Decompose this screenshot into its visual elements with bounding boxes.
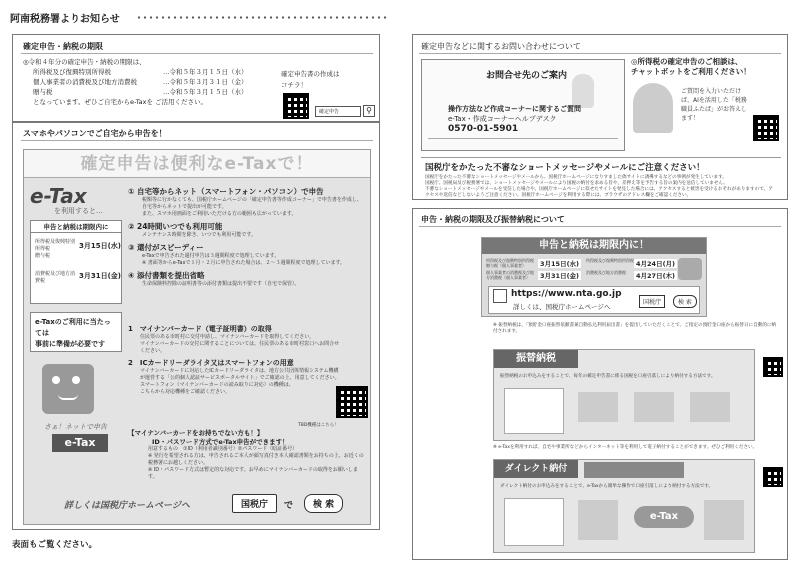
bank-illustration-icon [634, 392, 674, 422]
deadline-box-date: 3月31日(金) [79, 272, 122, 280]
etax-banner: 確定申告は便利なe-Taxで！ [24, 150, 370, 178]
url-sub: 詳しくは、国税庁ホームページへ [513, 303, 611, 311]
scam-section [421, 157, 781, 199]
point-body: 税額等に行かなくても、国税庁ホームページの「確定申告書等作成コーナー」で申告書を作成し、自宅等からネットで提出が可能です。 また、スマホ用画面をご利用いただける方の範囲も広がっています。 [142, 197, 362, 217]
page-header-title: 阿南税務署よりお知らせ [10, 14, 120, 25]
method-item [128, 324, 342, 355]
transfer-box [493, 349, 755, 441]
point-title: 還付がスピーディー [136, 243, 204, 252]
etax-panel [12, 122, 380, 530]
point-title: 添付書類を提出省略 [136, 271, 205, 280]
scam-body: 国税庁をかたった不審なショートメッセージやメールから、国税庁ホームページになりすました偽サイトに誘導するなどの事例が発生しています。 国税庁、国税局及び税務署では、ショートメッセージやメールにより国税の納付を求める旨や、差押え等を予告する旨の案内を送信していません。 不審なショートメッセージやメールを受信した場合や、国税庁ホームページに似せたサイトを発見した場合には、アクセスすると被害を受けるおそれがありますので、アクセスや返信などしないようご注意ください。国税庁ホームページを利用する際には、ブラウザのアドレス欄をご確認ください。 [425, 175, 773, 198]
divider [21, 53, 373, 54]
banner-row-date: 4月24日(月) [636, 260, 676, 268]
deadline-row-label: 個人事業者の消費税及び地方消費税 [33, 78, 137, 86]
contact-panel-title: 確定申告などに関するお問い合わせについて [421, 42, 581, 51]
points-list [128, 186, 366, 291]
alt-sub: ID・パスワード方式でe-Tax申告ができます！ [152, 438, 289, 446]
tbd-note: TBD機種はこちら！ [298, 423, 339, 428]
method-number: 1 [128, 325, 133, 333]
deadline-row-label: 贈与税 [33, 88, 53, 96]
deadline-intro: ◎令和４年分の確定申告・納税の期限は、 [23, 58, 146, 66]
point-number: ③ [128, 243, 135, 252]
alt-title: 【マイナンバーカードをお持ちでない方も！】 [128, 429, 264, 437]
divider [419, 53, 781, 54]
scam-title: 国税庁をかたった不審なショートメッセージやメールにご注意ください！ [425, 163, 705, 173]
payment-panel [412, 208, 788, 560]
banner-row-label: 個人事業者の消費税及び地方消費税（個人事業者） [486, 270, 534, 280]
search-button[interactable]: 検 索 [673, 295, 697, 308]
banner-row-label: 所得税及び復興特別所得税 [586, 258, 634, 263]
etax-logo: e-Tax [30, 184, 87, 208]
deadline-row-date: …令和５年３月１５日（水） [163, 88, 248, 96]
contact-box [421, 59, 625, 151]
bottom-note: 表面もご覧ください。 [12, 540, 98, 550]
contact-phone: 0570-01-5901 [448, 124, 519, 134]
point-body: メンテナンス時間を除き、いつでも利用可能です。 [142, 232, 257, 238]
point-number: ② [128, 222, 135, 231]
methods-list [128, 324, 342, 396]
url-box [488, 286, 700, 314]
divider [419, 226, 781, 227]
pc-illustration-icon [578, 500, 618, 540]
method-body: 住民票のある市町村に交付申請し、マイナンバーカードを取得してください。 マイナンバーカードの交付に関することについては、住民票のある市町村窓口へお問合せください。 [140, 334, 340, 354]
alt-line: ※ ID・パスワード方式は暫定的な対応です。お早めにマイナンバーカードの取得をお願いします。 [148, 467, 358, 480]
contact-line: e-Tax・作成コーナーヘルプデスク [448, 115, 557, 123]
method-title: ICカードリーダライタ又はスマートフォンの用意 [139, 359, 294, 367]
mascot-etax-logo: e-Tax [52, 434, 108, 452]
banner-row-date: 4月27日(木) [636, 272, 676, 280]
deadline-row-label: 所得税及び復興特別所得税 [33, 68, 111, 76]
deadline-box [30, 220, 122, 304]
deadline-panel-title: 確定申告・納税の期限 [23, 42, 103, 51]
recommend-banner [584, 462, 684, 478]
alt-method [128, 428, 366, 481]
banner-row-date: 3月15日(水) [540, 260, 580, 268]
point-item [128, 221, 366, 239]
qr-code[interactable] [283, 93, 309, 119]
person-illustration-icon [578, 392, 618, 422]
alt-line: 用意するもの ①ID（利用者識別番号）②パスワード（暗証番号） [148, 446, 298, 452]
nta-keyword-button[interactable]: 国税庁 [639, 295, 665, 308]
etax-logo-sub: を利用すると… [54, 207, 103, 215]
point-title: 24時間いつでも利用可能 [136, 222, 223, 231]
method-body: マイナンバーカードに対応したICカードリーダライタは、地方公共団体情報システム機構が運営する「公的個人認証サービスポータルサイト」でご確認の上、用意してください。 スマートフォン（マイナンバーカードの読み取りに対応）の機種は、 こちらから対応機種をご確認ください。 [140, 368, 340, 395]
point-item [128, 186, 366, 218]
rabbit-mascot-icon [572, 74, 594, 108]
payment-note: ※ 振替納税は、「預貯金口座振替依頼書兼自動払込利用届出書」を提出していただくことで、ご指定の預貯金口座から振替日に自動的に納付されます。 [493, 323, 777, 334]
qr-code[interactable] [763, 357, 783, 377]
qr-code[interactable] [763, 467, 783, 487]
direct-box [493, 459, 755, 553]
transfer-body: 振替納税のお申込みをすることで、毎年の確定申告書に係る国税を口座引落しにより納付する方法です。 [500, 374, 716, 379]
header-dots-divider [136, 16, 388, 19]
footer-de: で [284, 501, 294, 511]
car-illustration-icon [678, 258, 702, 280]
search-button[interactable]: 検 索 [304, 494, 343, 513]
direct-title: ダイレクト納付 [494, 460, 578, 478]
search-input[interactable]: 確定申告 [315, 106, 361, 117]
divider [428, 138, 618, 139]
deadline-box-date: 3月15日(水) [79, 242, 122, 250]
divider [21, 140, 373, 141]
nta-url[interactable]: https://www.nta.go.jp [511, 289, 622, 299]
qr-code[interactable] [753, 115, 779, 141]
staff-avatar-icon [633, 83, 673, 133]
contact-panel [412, 34, 788, 200]
deadline-row-date: …令和５年３月１５日（水） [163, 68, 248, 76]
point-item [128, 270, 366, 288]
deadline-outro: となっています。ぜひご自宅からe-Taxを ご活用ください。 [33, 98, 208, 106]
alt-line: ※ 発行を希望される方は、申告されるご本人が顔写真付き本人確認書類をお持ちの上、お近くの税務署にお越しください。 [148, 453, 364, 466]
side-note: 確定申告書の作成は コチラ！ [281, 70, 340, 89]
deadline-box-label: 消費税及び地方消費税 [35, 271, 76, 284]
etax-cloud-icon: e-Tax [634, 506, 694, 528]
deadline-row-date: …令和５年３月３１日（金） [163, 78, 248, 86]
step-illustration [504, 388, 564, 434]
point-number: ④ [128, 271, 135, 280]
step-illustration [504, 498, 564, 546]
bank-illustration-icon [704, 500, 744, 540]
mascot-caption: さぁ！ネットで申告 [44, 423, 107, 431]
method-number: 2 [128, 359, 133, 367]
point-title: 自宅等からネット（スマートフォン・パソコン）で申告 [136, 187, 324, 196]
deadline-panel [12, 34, 380, 122]
transfer-title: 振替納税 [494, 350, 578, 368]
deadline-box-title: 申告と納税は期限内に [31, 221, 121, 233]
point-item [128, 242, 366, 267]
deadline-banner [481, 237, 707, 317]
banner-row-date: 3月31日(金) [540, 272, 580, 280]
etax-panel-title: スマホやパソコンでご自宅から申告を！ [23, 129, 167, 138]
search-icon[interactable]: ⚲ [363, 105, 375, 117]
footer-text: 詳しくは国税庁ホームページへ [64, 501, 190, 511]
banner-title: 申告と納税は期限内に！ [482, 238, 706, 254]
payment-note: ※ e-Taxを利用すれば、自宅や事業所などからインターネット等を利用して電子納付することができます。ぜひご利用ください。 [493, 445, 758, 450]
nta-keyword-button[interactable]: 国税庁 [232, 494, 277, 513]
payment-panel-title: 申告・納税の期限及び振替納税について [421, 215, 565, 224]
banner-row-label: 消費税及び地方消費税 [586, 270, 626, 275]
mynumber-note: e-Taxのご利用に当たっては 事前に準備が必要です [30, 312, 122, 352]
deadline-box-label: 所得税及復興特別所得税 贈与税 [35, 239, 76, 259]
chatbot-title: ◎所得税の確定申告のご相談は、 チャットボットをご利用ください！ [631, 57, 751, 76]
smartphone-mascot-icon [42, 364, 94, 414]
contact-line: 操作方法など作成コーナーに関するご質問 [448, 105, 581, 113]
qr-code[interactable] [336, 386, 368, 418]
point-body: 生命保険料控除の証明書等の添付書類は提出不要です（自宅で保管）。 [142, 281, 300, 287]
method-item [128, 358, 342, 396]
point-body: e-Taxで申告された還付申告は３週間程度で処理しています。 ※ 書面等からe-Taxで１月・２月に申告された場合は、２～３週間程度で処理しています。 [142, 253, 346, 266]
etax-frame [23, 149, 371, 525]
chatbot-body: ご質問を入力いただけば、AIを活用した「税務職員ふたば」がお答えします！ [681, 88, 748, 122]
tax-office-illustration-icon [690, 392, 730, 422]
contact-box-title: お問合せ先のご案内 [486, 71, 568, 81]
method-title: マイナンバーカード（電子証明書）の取得 [139, 325, 272, 333]
banner-row-label: 所得税及び復興特別所得税 贈与税（個人事業者） [486, 258, 534, 268]
point-number: ① [128, 187, 135, 196]
computer-icon [493, 289, 507, 303]
direct-body: ダイレクト納付のお申込みをすることで、e-Taxから簡単な操作で口座引落しにより納付する方法です。 [500, 484, 714, 489]
